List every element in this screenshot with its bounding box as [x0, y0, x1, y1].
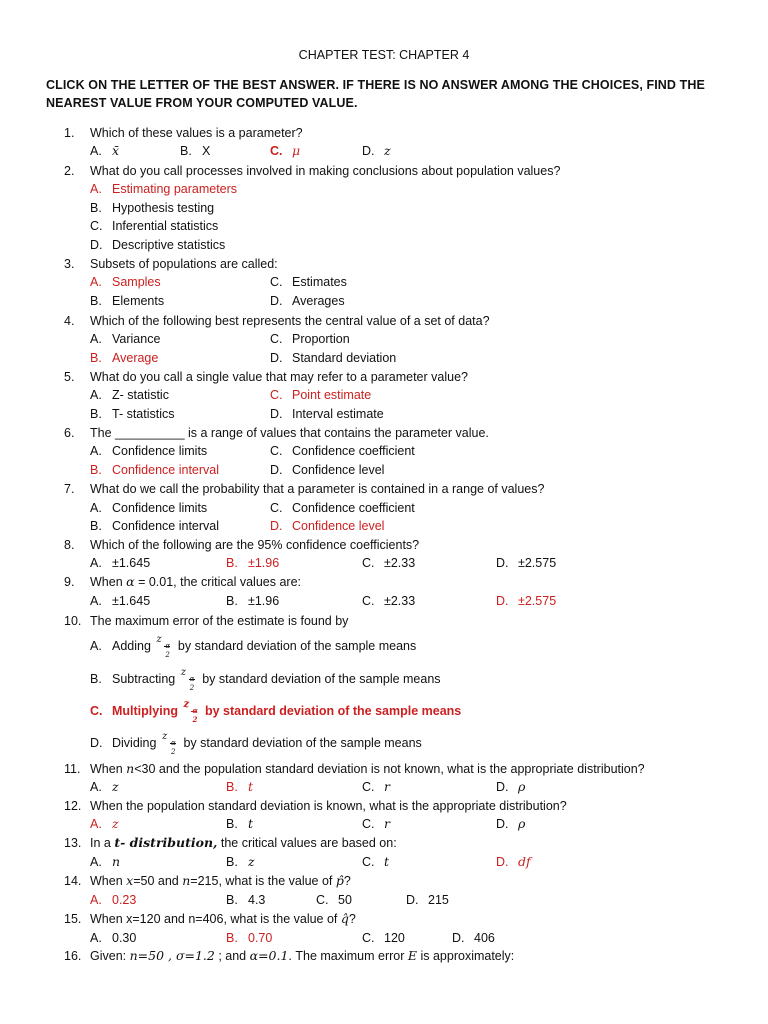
- z-alpha-over-2-formula: z α 2: [156, 633, 171, 659]
- choice-6b[interactable]: B. Confidence interval: [90, 463, 220, 477]
- choice-5b[interactable]: B. T- statistics: [90, 407, 175, 421]
- choice-12b[interactable]: B. t: [226, 816, 254, 831]
- question-8: 8. Which of the following are the 95% confidence coefficients?: [64, 538, 420, 552]
- z-alpha-over-2-formula: z α 2: [180, 666, 195, 692]
- choice-5c[interactable]: C. Point estimate: [270, 388, 372, 402]
- choice-12a[interactable]: A. z: [90, 816, 119, 831]
- choice-9a[interactable]: A. ±1.645: [90, 594, 151, 608]
- choice-7d[interactable]: D. Confidence level: [270, 519, 385, 533]
- choice-6c[interactable]: C. Confidence coefficient: [270, 444, 415, 458]
- question-7: 7. What do we call the probability that a parameter is contained in a range of values?: [64, 482, 545, 496]
- choice-7c[interactable]: C. Confidence coefficient: [270, 501, 415, 515]
- choice-11a[interactable]: A. z: [90, 779, 119, 794]
- question-1: 1. Which of these values is a parameter?: [64, 126, 303, 140]
- choice-15c[interactable]: C. 120: [362, 931, 405, 945]
- question-text: The __________ is a range of values that contains the parameter value.: [90, 426, 489, 440]
- choice-13b[interactable]: B. z: [226, 854, 255, 869]
- instructions: CLICK ON THE LETTER OF THE BEST ANSWER. IF THERE IS NO ANSWER AMONG THE CHOICES, FIND THE NEAREST VALUE FROM YOUR COMPUTED VALUE.: [46, 78, 705, 110]
- question-2: 2. What do you call processes involved in making conclusions about population values?: [64, 164, 561, 178]
- choice-15d[interactable]: D. 406: [452, 931, 495, 945]
- choice-5d[interactable]: D. Interval estimate: [270, 407, 384, 421]
- choice-1a[interactable]: A. x̄: [90, 143, 120, 158]
- choice-14c[interactable]: C. 50: [316, 893, 352, 907]
- choice-9b[interactable]: B. ±1.96: [226, 594, 280, 608]
- choice-11d[interactable]: D. ρ: [496, 779, 526, 794]
- question-text: Which of the following are the 95% confidence coefficients?: [90, 538, 420, 552]
- choice-8b[interactable]: B. ±1.96: [226, 556, 280, 570]
- choice-4d[interactable]: D. Standard deviation: [270, 351, 397, 365]
- choice-2b[interactable]: B. Hypothesis testing: [90, 201, 215, 215]
- question-16: 16. Given: n=50 , σ=1.2 ; and α=0.1. The maximum error E is approximately:: [64, 948, 515, 963]
- question-text: When the population standard deviation is known, what is the appropriate distribution?: [90, 799, 567, 813]
- choice-4c[interactable]: C. Proportion: [270, 332, 350, 346]
- choice-8d[interactable]: D. ±2.575: [496, 556, 557, 570]
- z-alpha-over-2-formula: z α 2: [161, 730, 176, 756]
- choice-14d[interactable]: D. 215: [406, 893, 449, 907]
- choice-11b[interactable]: B. t: [226, 779, 254, 794]
- choice-15a[interactable]: A. 0.30: [90, 931, 137, 945]
- choice-9c[interactable]: C. ±2.33: [362, 594, 416, 608]
- choice-10d[interactable]: D. Dividing z α 2 by standard deviation of the sample means: [90, 730, 422, 756]
- choice-13c[interactable]: C. t: [362, 854, 390, 869]
- choice-6d[interactable]: D. Confidence level: [270, 463, 385, 477]
- question-13: 13. In a t- distribution, the critical values are based on:: [64, 835, 397, 850]
- choice-10b[interactable]: B. Subtracting z α 2 by standard deviation of the sample means: [90, 666, 441, 692]
- choice-15b[interactable]: B. 0.70: [226, 931, 273, 945]
- question-text: Subsets of populations are called:: [90, 257, 278, 271]
- choice-1c[interactable]: C. μ: [270, 143, 301, 158]
- choice-3b[interactable]: B. Elements: [90, 294, 165, 308]
- choice-1b[interactable]: B. X: [180, 144, 211, 158]
- choice-10c[interactable]: C. Multiplying z α 2 by standard deviation of the sample means: [90, 698, 462, 724]
- question-6: 6. The __________ is a range of values that contains the parameter value.: [64, 426, 489, 440]
- choice-10a[interactable]: A. Adding z α 2 by standard deviation of the sample means: [90, 633, 417, 659]
- choice-4b[interactable]: B. Average: [90, 351, 159, 365]
- question-11: 11. When n<30 and the population standard deviation is not known, what is the appropriate distribution?: [64, 761, 645, 776]
- choice-3d[interactable]: D. Averages: [270, 294, 345, 308]
- choice-8c[interactable]: C. ±2.33: [362, 556, 416, 570]
- question-text: The maximum error of the estimate is found by: [90, 614, 349, 628]
- question-10: 10. The maximum error of the estimate is found by: [64, 614, 349, 628]
- choice-7a[interactable]: A. Confidence limits: [90, 501, 208, 515]
- question-3: 3. Subsets of populations are called:: [64, 257, 278, 271]
- choice-11c[interactable]: C. r: [362, 779, 390, 794]
- question-text: Which of the following best represents the central value of a set of data?: [90, 314, 490, 328]
- question-5: 5. What do you call a single value that may refer to a parameter value?: [64, 370, 468, 384]
- choice-12c[interactable]: C. r: [362, 816, 390, 831]
- choice-12d[interactable]: D. ρ: [496, 816, 526, 831]
- question-4: 4. Which of the following best represents the central value of a set of data?: [64, 314, 490, 328]
- page-title: CHAPTER TEST: CHAPTER 4: [298, 48, 470, 62]
- choice-3c[interactable]: C. Estimates: [270, 275, 347, 289]
- z-alpha-over-2-formula: z α 2: [183, 698, 198, 724]
- choice-8a[interactable]: A. ±1.645: [90, 556, 151, 570]
- choice-13a[interactable]: A. n: [90, 854, 121, 869]
- choice-7b[interactable]: B. Confidence interval: [90, 519, 220, 533]
- question-12: 12. When the population standard deviation is known, what is the appropriate distribution?: [64, 799, 567, 813]
- choice-14a[interactable]: A. 0.23: [90, 893, 137, 907]
- choice-2a[interactable]: A. Estimating parameters: [90, 182, 238, 196]
- question-14: 14. When x=50 and n=215, what is the value of p̂?: [64, 873, 351, 888]
- question-text: What do we call the probability that a parameter is contained in a range of values?: [90, 482, 545, 496]
- choice-1d[interactable]: D. z: [362, 143, 391, 158]
- question-9: 9. When α = 0.01, the critical values are:: [64, 574, 302, 589]
- choice-3a[interactable]: A. Samples: [90, 275, 161, 289]
- choice-13d[interactable]: D. df: [496, 854, 531, 869]
- choice-5a[interactable]: A. Z- statistic: [90, 388, 169, 402]
- choice-2c[interactable]: C. Inferential statistics: [90, 219, 219, 233]
- question-text: Which of these values is a parameter?: [90, 126, 303, 140]
- choice-9d[interactable]: D. ±2.575: [496, 594, 557, 608]
- question-text: What do you call a single value that may refer to a parameter value?: [90, 370, 468, 384]
- choice-6a[interactable]: A. Confidence limits: [90, 444, 208, 458]
- choice-2d[interactable]: D. Descriptive statistics: [90, 238, 226, 252]
- question-15: 15. When x=120 and n=406, what is the value of q̂?: [64, 911, 356, 926]
- question-text: What do you call processes involved in making conclusions about population values?: [90, 164, 561, 178]
- choice-14b[interactable]: B. 4.3: [226, 893, 266, 907]
- choice-4a[interactable]: A. Variance: [90, 332, 161, 346]
